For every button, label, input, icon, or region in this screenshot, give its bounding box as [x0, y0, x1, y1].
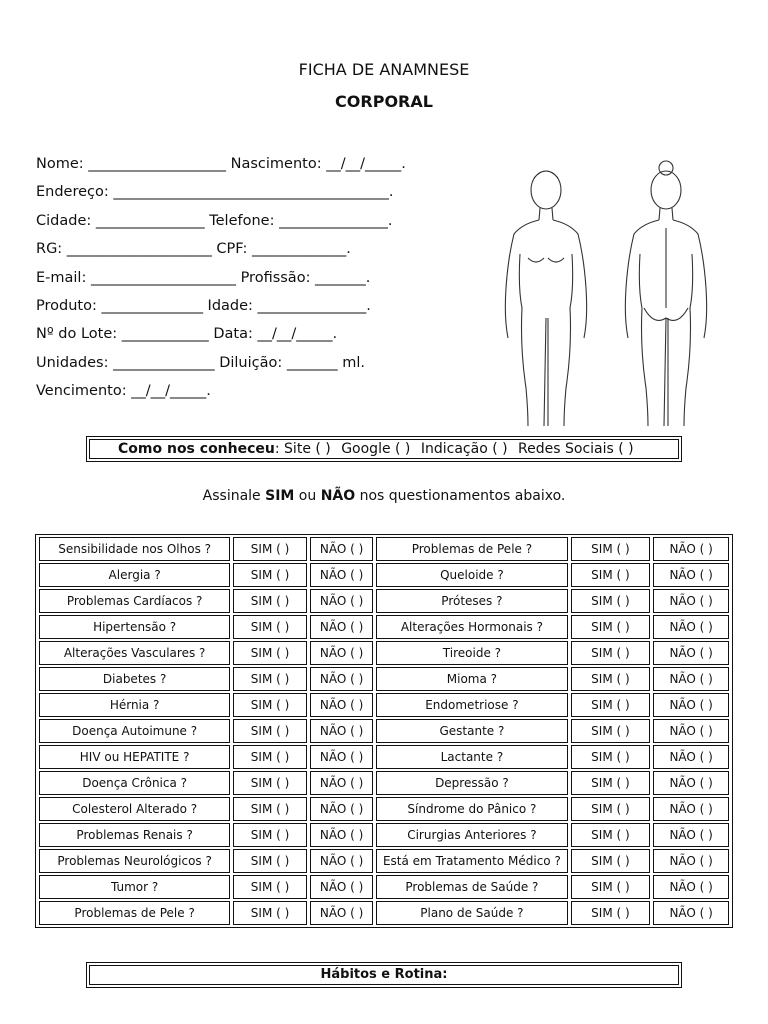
- answer-nao-right[interactable]: NÃO ( ): [653, 849, 729, 873]
- answer-sim-right[interactable]: SIM ( ): [571, 745, 651, 769]
- question-row: [39, 589, 729, 613]
- option-google[interactable]: Google ( ): [341, 441, 411, 457]
- habits-section-box: [86, 962, 682, 988]
- answer-nao-left[interactable]: NÃO ( ): [310, 745, 373, 769]
- option-site[interactable]: Site ( ): [284, 441, 331, 457]
- field-unidades-diluicao[interactable]: Unidades: ______________ Diluição: _______ ml.: [36, 354, 365, 371]
- question-row: [39, 615, 729, 639]
- answer-nao-right[interactable]: NÃO ( ): [653, 745, 729, 769]
- answer-sim-right[interactable]: SIM ( ): [571, 537, 651, 561]
- answer-sim-right[interactable]: SIM ( ): [571, 563, 651, 587]
- field-lote-data[interactable]: Nº do Lote: ____________ Data: __/__/_____.: [36, 326, 338, 343]
- answer-sim-right[interactable]: SIM ( ): [571, 771, 651, 795]
- answer-nao-left[interactable]: NÃO ( ): [310, 615, 373, 639]
- field-produto-idade[interactable]: Produto: ______________ Idade: _______________.: [36, 297, 371, 314]
- personal-info-fields: [36, 152, 476, 408]
- question-label-right: Tireoide ?: [376, 641, 567, 665]
- question-label-left: Hérnia ?: [39, 693, 230, 717]
- question-row: [39, 823, 729, 847]
- question-label-left: Doença Crônica ?: [39, 771, 230, 795]
- question-label-left: HIV ou HEPATITE ?: [39, 745, 230, 769]
- answer-sim-left[interactable]: SIM ( ): [233, 537, 307, 561]
- question-label-right: Síndrome do Pânico ?: [376, 797, 567, 821]
- answer-nao-left[interactable]: NÃO ( ): [310, 589, 373, 613]
- question-row: [39, 719, 729, 743]
- answer-sim-left[interactable]: SIM ( ): [233, 693, 307, 717]
- question-label-right: Está em Tratamento Médico ?: [376, 849, 567, 873]
- question-row: [39, 797, 729, 821]
- question-label-right: Problemas de Pele ?: [376, 537, 567, 561]
- body-outline-illustration: [494, 158, 732, 432]
- question-label-right: Alterações Hormonais ?: [376, 615, 567, 639]
- answer-sim-right[interactable]: SIM ( ): [571, 823, 651, 847]
- answer-nao-right[interactable]: NÃO ( ): [653, 537, 729, 561]
- question-label-right: Lactante ?: [376, 745, 567, 769]
- how-found-label: Como nos conheceu: [118, 441, 275, 457]
- answer-sim-left[interactable]: SIM ( ): [233, 823, 307, 847]
- body-back-figure: [625, 161, 706, 426]
- answer-sim-right[interactable]: SIM ( ): [571, 693, 651, 717]
- question-label-left: Hipertensão ?: [39, 615, 230, 639]
- answer-sim-right[interactable]: SIM ( ): [571, 719, 651, 743]
- answer-sim-right[interactable]: SIM ( ): [571, 797, 651, 821]
- option-indicacao[interactable]: Indicação ( ): [420, 441, 508, 457]
- answer-sim-right[interactable]: SIM ( ): [571, 667, 651, 691]
- question-row: [39, 875, 729, 899]
- question-label-right: Cirurgias Anteriores ?: [376, 823, 567, 847]
- answer-sim-left[interactable]: SIM ( ): [233, 875, 307, 899]
- answer-sim-left[interactable]: SIM ( ): [233, 641, 307, 665]
- option-redes-sociais[interactable]: Redes Sociais ( ): [518, 441, 634, 457]
- answer-nao-right[interactable]: NÃO ( ): [653, 797, 729, 821]
- question-row: [39, 745, 729, 769]
- question-label-right: Plano de Saúde ?: [376, 901, 567, 925]
- question-label-right: Depressão ?: [376, 771, 567, 795]
- how-found-box: [86, 436, 682, 462]
- body-front-figure: [505, 171, 586, 426]
- answer-sim-left[interactable]: SIM ( ): [233, 719, 307, 743]
- answer-nao-left[interactable]: NÃO ( ): [310, 823, 373, 847]
- answer-nao-left[interactable]: NÃO ( ): [310, 849, 373, 873]
- question-label-left: Tumor ?: [39, 875, 230, 899]
- answer-nao-right[interactable]: NÃO ( ): [653, 823, 729, 847]
- question-row: [39, 849, 729, 873]
- answer-sim-left[interactable]: SIM ( ): [233, 771, 307, 795]
- question-label-right: Queloide ?: [376, 563, 567, 587]
- answer-nao-right[interactable]: NÃO ( ): [653, 875, 729, 899]
- question-label-left: Problemas Neurológicos ?: [39, 849, 230, 873]
- question-row: [39, 771, 729, 795]
- answer-nao-left[interactable]: NÃO ( ): [310, 537, 373, 561]
- answer-sim-right[interactable]: SIM ( ): [571, 875, 651, 899]
- answer-sim-left[interactable]: SIM ( ): [233, 667, 307, 691]
- field-cidade-telefone[interactable]: Cidade: _______________ Telefone: _______________.: [36, 212, 393, 229]
- question-label-left: Alterações Vasculares ?: [39, 641, 230, 665]
- answer-sim-left[interactable]: SIM ( ): [233, 797, 307, 821]
- answer-nao-left[interactable]: NÃO ( ): [310, 901, 373, 925]
- answer-sim-left[interactable]: SIM ( ): [233, 849, 307, 873]
- field-email-profissao[interactable]: E-mail: ____________________ Profissão: _______.: [36, 269, 371, 286]
- answer-nao-left[interactable]: NÃO ( ): [310, 719, 373, 743]
- answer-nao-right[interactable]: NÃO ( ): [653, 771, 729, 795]
- question-row: [39, 537, 729, 561]
- question-label-right: Endometriose ?: [376, 693, 567, 717]
- answer-nao-left[interactable]: NÃO ( ): [310, 693, 373, 717]
- how-found-row: Como nos conheceu: Site ( ) Google ( ) Indicação ( ) Redes Sociais ( ): [89, 439, 679, 459]
- answer-nao-left[interactable]: NÃO ( ): [310, 667, 373, 691]
- answer-sim-left[interactable]: SIM ( ): [233, 901, 307, 925]
- answer-nao-right[interactable]: NÃO ( ): [653, 589, 729, 613]
- answer-sim-left[interactable]: SIM ( ): [233, 563, 307, 587]
- question-row: [39, 901, 729, 925]
- question-label-right: Próteses ?: [376, 589, 567, 613]
- answer-sim-right[interactable]: SIM ( ): [571, 589, 651, 613]
- question-row: [39, 563, 729, 587]
- question-row: [39, 641, 729, 665]
- answer-nao-right[interactable]: NÃO ( ): [653, 719, 729, 743]
- instruction-text: Assinale SIM ou NÃO nos questionamentos abaixo.: [202, 488, 566, 504]
- question-label-left: Alergia ?: [39, 563, 230, 587]
- habits-title: Hábitos e Rotina:: [89, 965, 679, 985]
- question-label-left: Sensibilidade nos Olhos ?: [39, 537, 230, 561]
- answer-sim-left[interactable]: SIM ( ): [233, 615, 307, 639]
- field-rg-cpf[interactable]: RG: ____________________ CPF: _____________.: [36, 241, 351, 258]
- answer-nao-left[interactable]: NÃO ( ): [310, 797, 373, 821]
- answer-nao-left[interactable]: NÃO ( ): [310, 641, 373, 665]
- form-title: FICHA DE ANAMNESE: [298, 60, 470, 79]
- answer-nao-right[interactable]: NÃO ( ): [653, 563, 729, 587]
- answer-nao-right[interactable]: NÃO ( ): [653, 641, 729, 665]
- answer-sim-right[interactable]: SIM ( ): [571, 641, 651, 665]
- answer-sim-right[interactable]: SIM ( ): [571, 901, 651, 925]
- field-endereco[interactable]: Endereço: ______________________________________.: [36, 184, 394, 201]
- answer-nao-right[interactable]: NÃO ( ): [653, 901, 729, 925]
- answer-sim-right[interactable]: SIM ( ): [571, 615, 651, 639]
- question-label-right: Problemas de Saúde ?: [376, 875, 567, 899]
- question-label-right: Gestante ?: [376, 719, 567, 743]
- question-label-left: Problemas Cardíacos ?: [39, 589, 230, 613]
- question-row: [39, 693, 729, 717]
- answer-nao-left[interactable]: NÃO ( ): [310, 771, 373, 795]
- question-label-right: Mioma ?: [376, 667, 567, 691]
- question-label-left: Problemas Renais ?: [39, 823, 230, 847]
- field-vencimento[interactable]: Vencimento: __/__/_____.: [36, 383, 211, 400]
- question-label-left: Diabetes ?: [39, 667, 230, 691]
- answer-sim-left[interactable]: SIM ( ): [233, 589, 307, 613]
- answer-nao-left[interactable]: NÃO ( ): [310, 875, 373, 899]
- question-label-left: Doença Autoimune ?: [39, 719, 230, 743]
- answer-nao-left[interactable]: NÃO ( ): [310, 563, 373, 587]
- answer-sim-left[interactable]: SIM ( ): [233, 745, 307, 769]
- answer-nao-right[interactable]: NÃO ( ): [653, 615, 729, 639]
- field-nome-nascimento[interactable]: Nome: ___________________ Nascimento: __/__/_____.: [36, 156, 406, 172]
- health-questionnaire-table: [35, 534, 733, 928]
- question-row: [39, 667, 729, 691]
- question-label-left: Problemas de Pele ?: [39, 901, 230, 925]
- form-subtitle: CORPORAL: [335, 92, 433, 111]
- question-label-left: Colesterol Alterado ?: [39, 797, 230, 821]
- answer-sim-right[interactable]: SIM ( ): [571, 849, 651, 873]
- answer-nao-right[interactable]: NÃO ( ): [653, 693, 729, 717]
- answer-nao-right[interactable]: NÃO ( ): [653, 667, 729, 691]
